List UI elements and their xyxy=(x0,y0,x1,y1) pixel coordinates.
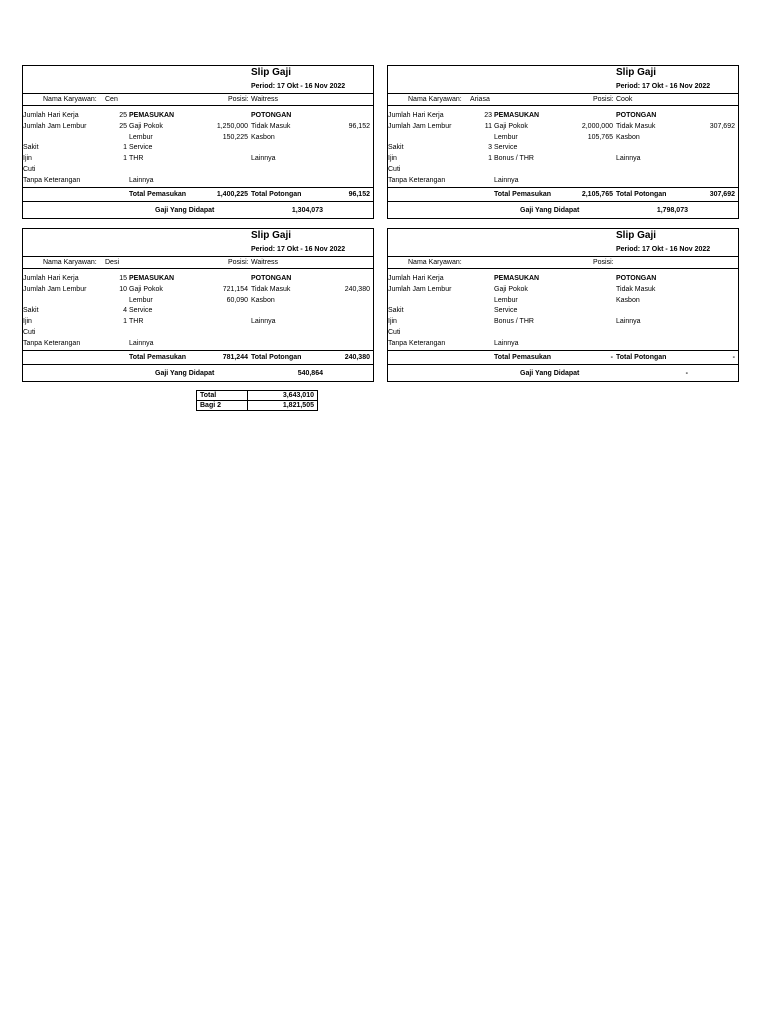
attendance-value: 1 xyxy=(488,155,492,162)
attendance-label: Jumlah Hari Kerja xyxy=(388,275,444,282)
attendance-label: Jumlah Jam Lembur xyxy=(23,123,87,130)
position-label: Posisi: xyxy=(228,259,249,266)
income-header: PEMASUKAN xyxy=(129,275,175,282)
income-label: Gaji Pokok xyxy=(494,123,528,130)
deduction-label: Kasbon xyxy=(616,134,640,141)
attendance-label: Sakit xyxy=(23,307,39,314)
slip-period: Period: 17 Okt - 16 Nov 2022 xyxy=(616,83,711,90)
net-salary-value: 540,864 xyxy=(297,370,323,377)
deduction-value: 307,692 xyxy=(709,123,735,130)
deduction-label: Tidak Masuk xyxy=(251,286,291,293)
divider xyxy=(23,105,373,106)
position-value: Cook xyxy=(616,96,633,103)
income-label: Lainnya xyxy=(129,340,154,347)
payslip-empty xyxy=(387,228,739,382)
income-label: Lainnya xyxy=(129,177,154,184)
employee-name-label: Nama Karyawan: xyxy=(408,96,462,103)
attendance-label: Ijin xyxy=(388,318,397,325)
deduction-label: Tidak Masuk xyxy=(616,286,656,293)
attendance-label: Tanpa Keterangan xyxy=(23,177,81,184)
slip-title: Slip Gaji xyxy=(251,230,292,241)
attendance-label: Cuti xyxy=(23,166,36,173)
attendance-label: Tanpa Keterangan xyxy=(388,340,446,347)
attendance-value: 23 xyxy=(484,112,492,119)
income-label: Lembur xyxy=(494,297,518,304)
divider xyxy=(388,256,738,257)
income-label: Gaji Pokok xyxy=(494,286,528,293)
employee-name-label: Nama Karyawan: xyxy=(408,259,462,266)
total-deduction-value: 96,152 xyxy=(348,191,370,198)
total-income-value: 2,105,765 xyxy=(581,191,613,198)
total-income-value: 781,244 xyxy=(222,354,248,361)
income-label: Bonus / THR xyxy=(494,318,534,325)
attendance-label: Cuti xyxy=(388,166,401,173)
total-deduction-value: - xyxy=(732,354,735,361)
divider xyxy=(388,105,738,106)
summary-row xyxy=(197,401,318,411)
summary-table xyxy=(196,390,318,411)
income-label: THR xyxy=(129,318,144,325)
deduction-label: Lainnya xyxy=(251,155,276,162)
total-income-value: - xyxy=(610,354,613,361)
divider xyxy=(23,364,373,365)
deduction-header: POTONGAN xyxy=(616,112,657,119)
divider xyxy=(23,256,373,257)
income-label: Lainnya xyxy=(494,177,519,184)
deduction-value: 96,152 xyxy=(348,123,370,130)
employee-name: Ariasa xyxy=(470,96,490,103)
total-deduction-value: 240,380 xyxy=(344,354,370,361)
income-value: 150,225 xyxy=(222,134,248,141)
net-salary-label: Gaji Yang Didapat xyxy=(155,370,215,377)
attendance-label: Sakit xyxy=(388,307,404,314)
attendance-value: 10 xyxy=(119,286,127,293)
attendance-label: Jumlah Jam Lembur xyxy=(388,123,452,130)
slip-title: Slip Gaji xyxy=(616,230,657,241)
total-income-label: Total Pemasukan xyxy=(494,354,552,361)
summary-value: 3,643,010 xyxy=(248,391,318,401)
attendance-label: Tanpa Keterangan xyxy=(23,340,81,347)
income-header: PEMASUKAN xyxy=(494,275,540,282)
divider xyxy=(23,268,373,269)
total-income-label: Total Pemasukan xyxy=(129,354,187,361)
attendance-value: 11 xyxy=(484,123,492,130)
total-deduction-label: Total Potongan xyxy=(251,191,302,198)
deduction-header: POTONGAN xyxy=(251,275,292,282)
slip-period: Period: 17 Okt - 16 Nov 2022 xyxy=(251,83,346,90)
total-income-label: Total Pemasukan xyxy=(129,191,187,198)
net-salary-label: Gaji Yang Didapat xyxy=(155,207,215,214)
income-label: Gaji Pokok xyxy=(129,123,163,130)
income-value: 1,250,000 xyxy=(216,123,248,130)
attendance-value: 25 xyxy=(119,112,127,119)
attendance-value: 4 xyxy=(123,307,127,314)
position-label: Posisi: xyxy=(593,259,614,266)
summary-label: Bagi 2 xyxy=(197,401,248,411)
attendance-value: 1 xyxy=(123,155,127,162)
summary-value: 1,821,505 xyxy=(248,401,318,411)
payslip-cen xyxy=(22,65,374,219)
deduction-label: Lainnya xyxy=(251,318,276,325)
divider xyxy=(23,187,373,188)
divider xyxy=(23,201,373,202)
total-deduction-label: Total Potongan xyxy=(616,191,667,198)
position-label: Posisi: xyxy=(228,96,249,103)
divider xyxy=(388,364,738,365)
summary-row xyxy=(197,391,318,401)
attendance-label: Ijin xyxy=(23,318,32,325)
deduction-header: POTONGAN xyxy=(251,112,292,119)
income-label: Bonus / THR xyxy=(494,155,534,162)
attendance-label: Cuti xyxy=(388,329,401,336)
employee-name-label: Nama Karyawan: xyxy=(43,259,97,266)
income-header: PEMASUKAN xyxy=(494,112,540,119)
attendance-label: Ijin xyxy=(388,155,397,162)
attendance-value: 3 xyxy=(488,144,492,151)
net-salary-label: Gaji Yang Didapat xyxy=(520,207,580,214)
divider xyxy=(388,268,738,269)
deduction-label: Tidak Masuk xyxy=(616,123,656,130)
summary-label: Total xyxy=(197,391,248,401)
deduction-label: Tidak Masuk xyxy=(251,123,291,130)
deduction-label: Kasbon xyxy=(616,297,640,304)
attendance-value: 25 xyxy=(119,123,127,130)
attendance-label: Cuti xyxy=(23,329,36,336)
total-income-value: 1,400,225 xyxy=(216,191,248,198)
income-value: 60,090 xyxy=(226,297,248,304)
income-header: PEMASUKAN xyxy=(129,112,175,119)
income-label: Gaji Pokok xyxy=(129,286,163,293)
income-label: Service xyxy=(129,307,153,314)
deduction-header: POTONGAN xyxy=(616,275,657,282)
deduction-label: Kasbon xyxy=(251,297,275,304)
deduction-label: Lainnya xyxy=(616,155,641,162)
position-label: Posisi: xyxy=(593,96,614,103)
divider xyxy=(388,350,738,351)
divider xyxy=(388,187,738,188)
employee-name-label: Nama Karyawan: xyxy=(43,96,97,103)
slip-period: Period: 17 Okt - 16 Nov 2022 xyxy=(251,246,346,253)
payslip-desi xyxy=(22,228,374,382)
income-value: 2,000,000 xyxy=(581,123,613,130)
divider xyxy=(388,93,738,94)
slip-title: Slip Gaji xyxy=(616,67,657,78)
attendance-value: 1 xyxy=(123,318,127,325)
net-salary-value: 1,304,073 xyxy=(291,207,323,214)
payslip-ariasa xyxy=(387,65,739,219)
attendance-label: Jumlah Jam Lembur xyxy=(23,286,87,293)
net-salary-label: Gaji Yang Didapat xyxy=(520,370,580,377)
attendance-label: Jumlah Jam Lembur xyxy=(388,286,452,293)
total-deduction-label: Total Potongan xyxy=(251,354,302,361)
income-value: 721,154 xyxy=(222,286,248,293)
attendance-label: Tanpa Keterangan xyxy=(388,177,446,184)
total-deduction-label: Total Potongan xyxy=(616,354,667,361)
attendance-label: Jumlah Hari Kerja xyxy=(23,275,79,282)
income-label: Service xyxy=(494,144,518,151)
attendance-label: Sakit xyxy=(23,144,39,151)
deduction-label: Lainnya xyxy=(616,318,641,325)
divider xyxy=(23,350,373,351)
net-salary-value: - xyxy=(685,370,688,377)
income-label: THR xyxy=(129,155,144,162)
position-value: Waitress xyxy=(251,96,278,103)
employee-name: Desi xyxy=(105,259,120,266)
income-label: Service xyxy=(129,144,153,151)
deduction-label: Kasbon xyxy=(251,134,275,141)
total-income-label: Total Pemasukan xyxy=(494,191,552,198)
slip-title: Slip Gaji xyxy=(251,67,292,78)
slip-period: Period: 17 Okt - 16 Nov 2022 xyxy=(616,246,711,253)
net-salary-value: 1,798,073 xyxy=(656,207,688,214)
attendance-label: Sakit xyxy=(388,144,404,151)
income-value: 105,765 xyxy=(587,134,613,141)
total-deduction-value: 307,692 xyxy=(709,191,735,198)
attendance-label: Jumlah Hari Kerja xyxy=(388,112,444,119)
attendance-value: 15 xyxy=(119,275,127,282)
position-value: Waitress xyxy=(251,259,278,266)
divider xyxy=(23,93,373,94)
divider xyxy=(388,201,738,202)
attendance-value: 1 xyxy=(123,144,127,151)
income-label: Lembur xyxy=(494,134,518,141)
income-label: Lembur xyxy=(129,134,153,141)
income-label: Service xyxy=(494,307,518,314)
employee-name: Cen xyxy=(105,96,118,103)
income-label: Lembur xyxy=(129,297,153,304)
attendance-label: Jumlah Hari Kerja xyxy=(23,112,79,119)
attendance-label: Ijin xyxy=(23,155,32,162)
deduction-value: 240,380 xyxy=(344,286,370,293)
income-label: Lainnya xyxy=(494,340,519,347)
